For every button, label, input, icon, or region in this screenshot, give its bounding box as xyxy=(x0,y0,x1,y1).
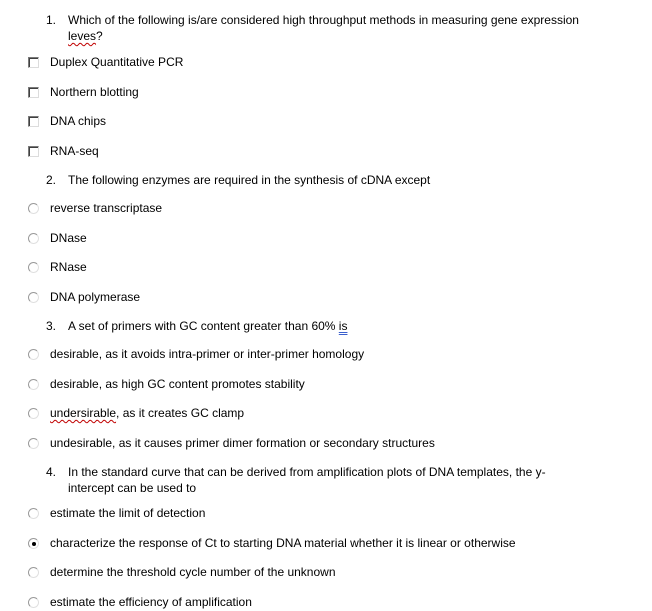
option-label: desirable, as it avoids intra-primer or inter-primer homology xyxy=(50,347,365,361)
question-text-main: A set of primers with GC content greater than 60% xyxy=(68,319,339,333)
misspelled-word: leves xyxy=(68,29,97,43)
option-label: undesirable, as it causes primer dimer formation or secondary structures xyxy=(50,436,435,450)
radio-button[interactable] xyxy=(28,233,39,244)
radio-button[interactable] xyxy=(28,508,39,519)
radio-button[interactable] xyxy=(28,597,39,608)
checkbox[interactable] xyxy=(28,116,39,127)
question-number: 1. xyxy=(46,13,57,27)
option-label: desirable, as high GC content promotes stability xyxy=(50,377,305,391)
option-label: reverse transcriptase xyxy=(50,201,163,215)
option-label: characterize the response of Ct to starting DNA material whether it is linear or otherwise xyxy=(50,536,516,550)
radio-button[interactable] xyxy=(28,203,39,214)
question-text-end: ? xyxy=(96,29,103,43)
question-text: The following enzymes are required in the synthesis of cDNA except xyxy=(68,173,431,187)
radio-button[interactable] xyxy=(28,408,39,419)
question-number: 3. xyxy=(46,319,57,333)
question-4 xyxy=(46,464,546,496)
option-label: estimate the efficiency of amplification xyxy=(50,595,252,609)
option-label: estimate the limit of detection xyxy=(50,506,206,520)
question-2 xyxy=(46,172,606,188)
question-text xyxy=(68,318,606,334)
option-label: Northern blotting xyxy=(50,85,139,99)
radio-button[interactable] xyxy=(28,438,39,449)
option-label: RNA-seq xyxy=(50,144,99,158)
question-3 xyxy=(46,318,606,334)
option-label: RNase xyxy=(50,260,87,274)
misspelled-word: undersirable xyxy=(50,406,117,420)
question-number: 2. xyxy=(46,173,57,187)
checkbox[interactable] xyxy=(28,146,39,157)
question-number: 4. xyxy=(46,465,57,479)
checkbox[interactable] xyxy=(28,57,39,68)
radio-button[interactable] xyxy=(28,567,39,578)
question-text-main: Which of the following is/are considered high throughput methods in measuring gene expression xyxy=(68,13,579,27)
option-label xyxy=(50,404,244,422)
radio-button[interactable] xyxy=(28,262,39,273)
radio-button-selected[interactable] xyxy=(28,538,39,549)
option-label: DNA chips xyxy=(50,114,107,128)
grammar-flagged-word: is xyxy=(338,319,348,333)
radio-button[interactable] xyxy=(28,349,39,360)
option-label-rest: , as it creates GC clamp xyxy=(116,406,245,420)
radio-button[interactable] xyxy=(28,379,39,390)
checkbox[interactable] xyxy=(28,87,39,98)
question-text xyxy=(68,12,606,44)
option-label: Duplex Quantitative PCR xyxy=(50,55,184,69)
option-label: determine the threshold cycle number of the unknown xyxy=(50,565,336,579)
question-text: In the standard curve that can be derived from amplification plots of DNA templates, the y-intercept can be used to xyxy=(68,465,546,495)
radio-button[interactable] xyxy=(28,292,39,303)
option-label: DNase xyxy=(50,231,87,245)
option-label: DNA polymerase xyxy=(50,290,141,304)
question-1 xyxy=(46,12,606,44)
